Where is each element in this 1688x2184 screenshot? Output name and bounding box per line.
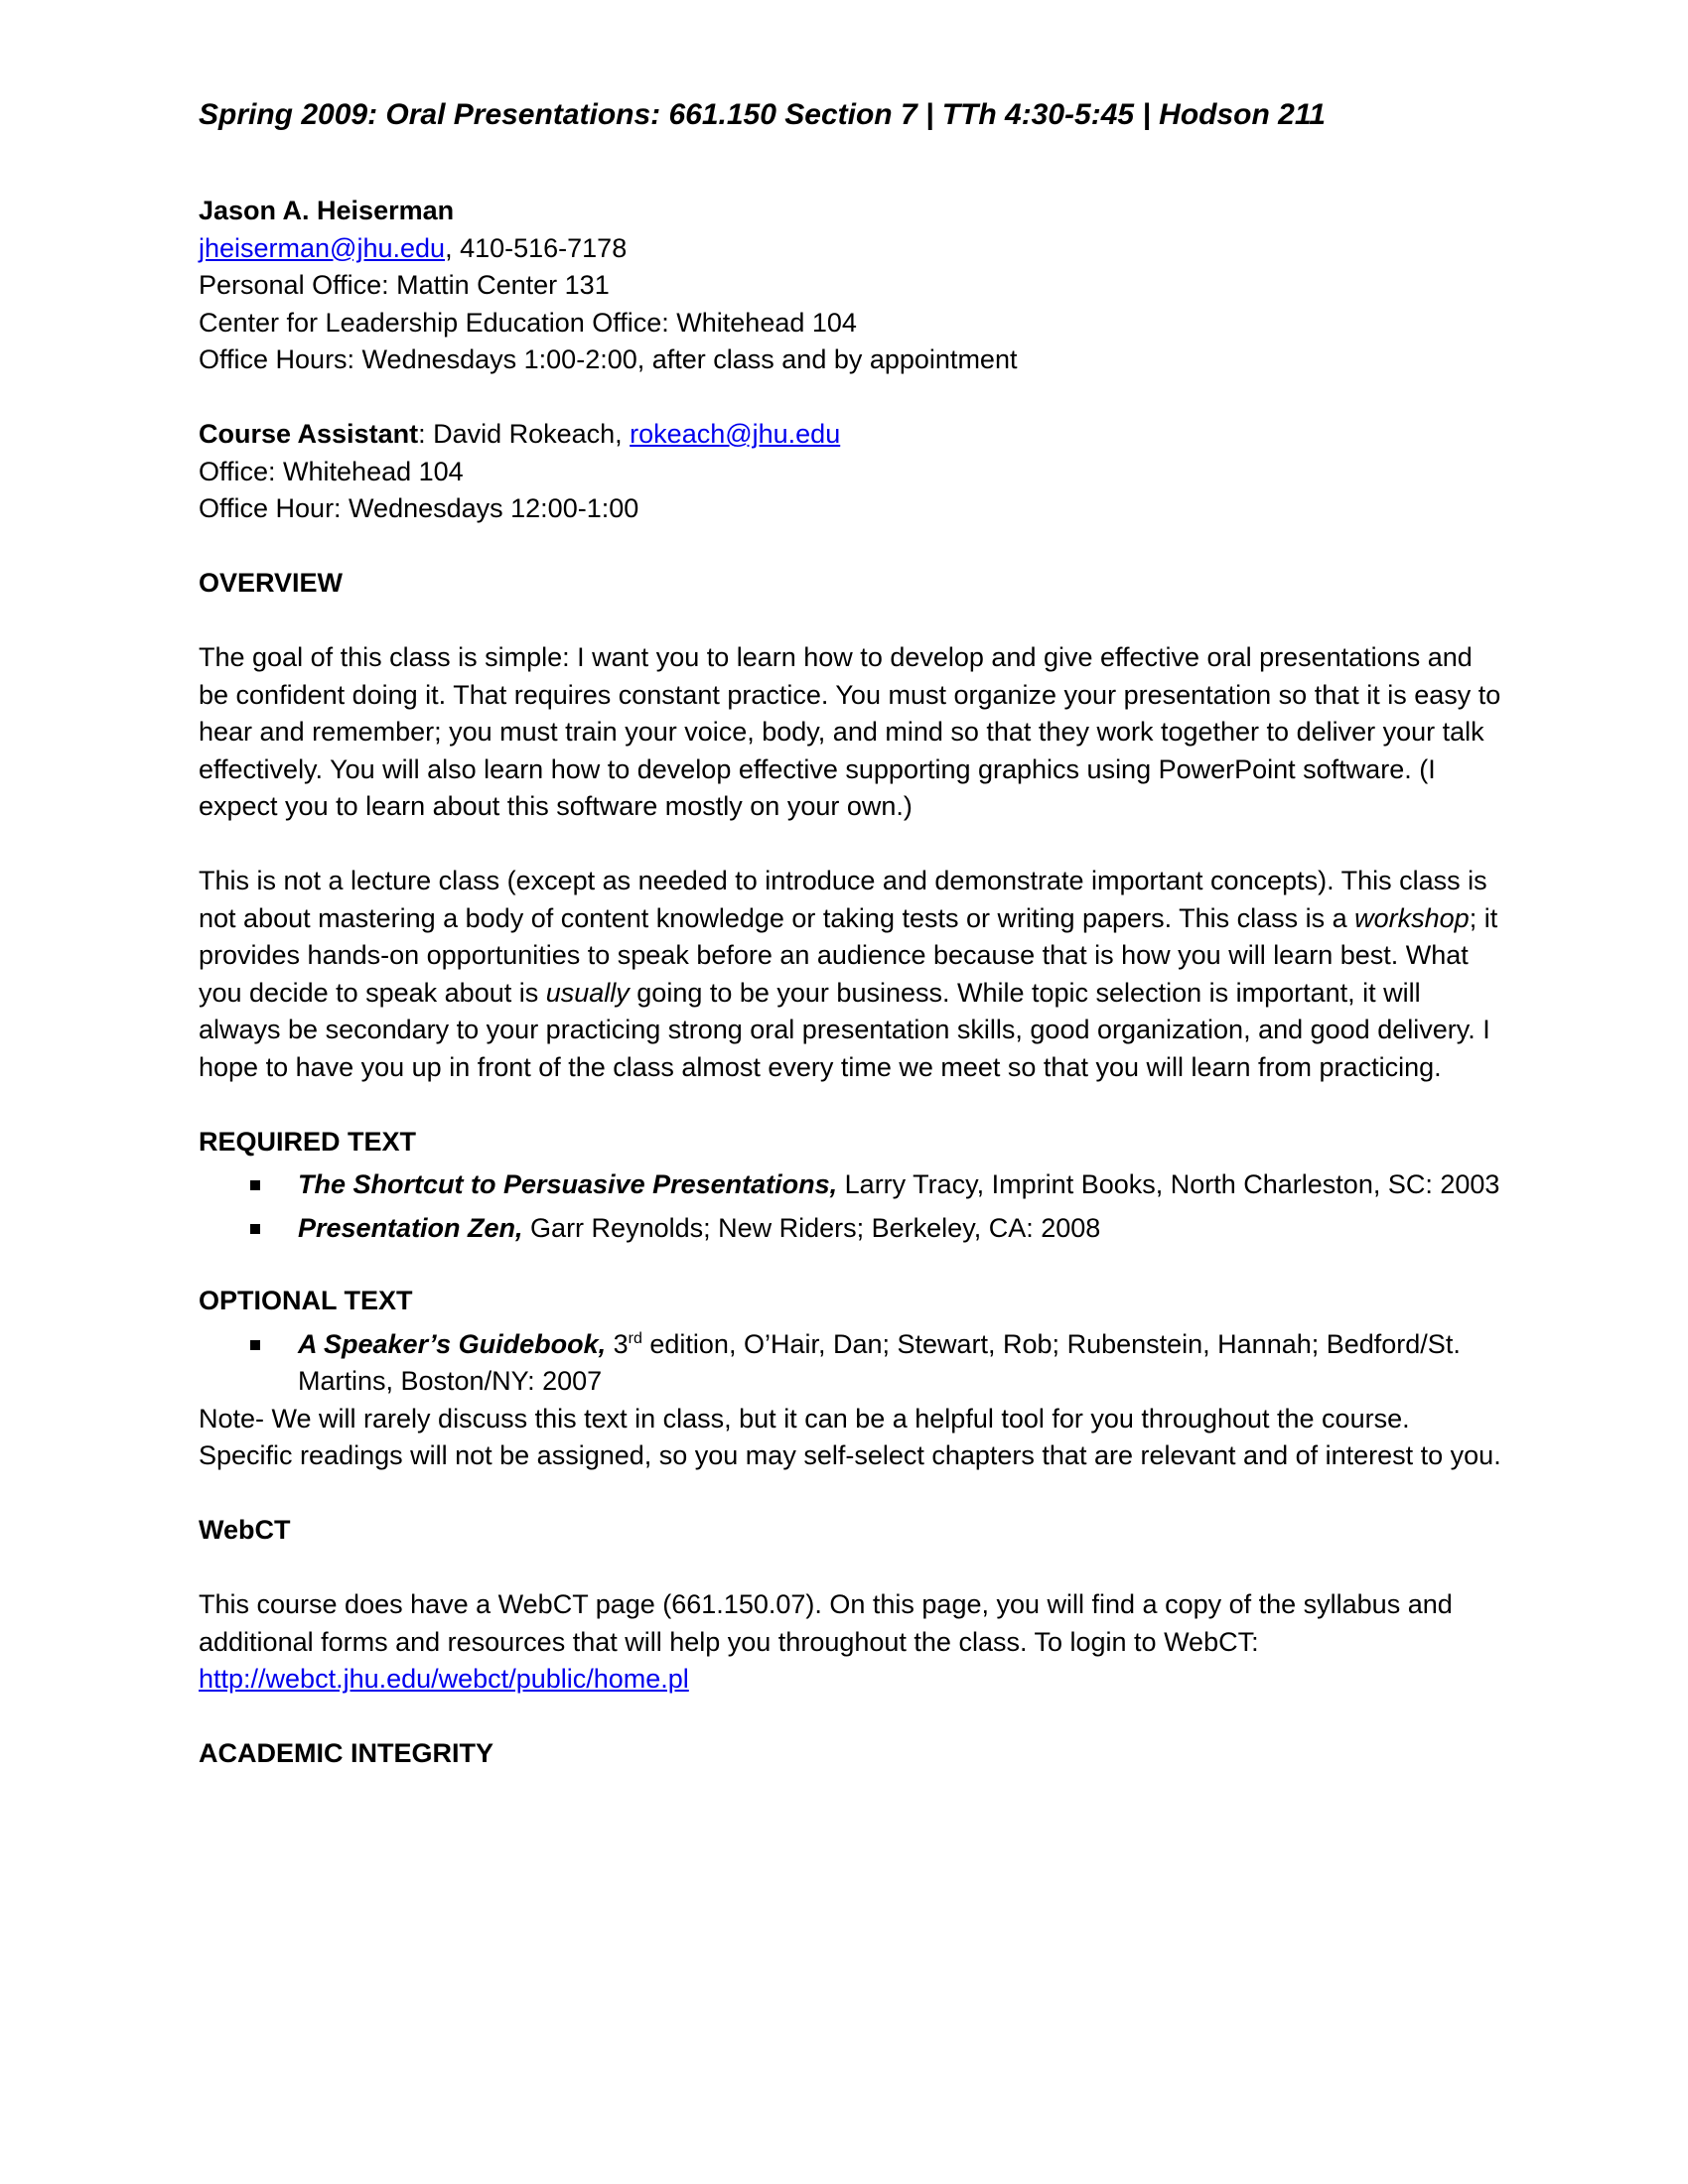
- overview-paragraph-1: The goal of this class is simple: I want you to learn how to develop and give effective oral presentations and be confident doing it. That requires constant practice. You must organize your presentation so that it is easy to hear and remember; you must train your voice, body, and mind so that they work together to deliver your talk effectively. You will also learn how to develop effective supporting graphics using PowerPoint software. (I expect you to learn about this software mostly on your own.): [199, 642, 1501, 821]
- overview-p2-workshop: workshop: [1354, 902, 1470, 933]
- book-details: edition, O’Hair, Dan; Stewart, Rob; Rubenstein, Hannah; Bedford/St. Martins, Boston/NY: 2007: [298, 1328, 1461, 1396]
- assistant-email-link[interactable]: rokeach@jhu.edu: [630, 419, 841, 449]
- list-item: [199, 1326, 1509, 1401]
- optional-books-list: [199, 1326, 1509, 1401]
- optional-text-note: Note- We will rarely discuss this text in class, but it can be a helpful tool for you throughout the course. Specific readings will not be assigned, so you may self-select chapters that are relevant and of interest to you.: [199, 1403, 1501, 1470]
- assistant-label: Course Assistant: [199, 419, 419, 449]
- book-edition: 3: [606, 1328, 629, 1359]
- bullet-icon: [250, 1224, 260, 1234]
- webct-link[interactable]: http://webct.jhu.edu/webct/public/home.pl: [199, 1664, 689, 1694]
- cle-office: Center for Leadership Education Office: Whitehead 104: [199, 307, 857, 338]
- bullet-icon: [250, 1340, 260, 1350]
- overview-p2-part-a: This is not a lecture class (except as needed to introduce and demonstrate important concepts). This class is not about mastering a body of content knowledge or taking tests or writing papers. This class is a: [199, 866, 1487, 933]
- overview-p2-usually: usually: [545, 977, 630, 1008]
- required-text-heading: REQUIRED TEXT: [199, 1126, 417, 1157]
- book-title: Presentation Zen,: [298, 1212, 523, 1243]
- overview-heading: OVERVIEW: [199, 568, 344, 598]
- webct-text: This course does have a WebCT page (661.150.07). On this page, you will find a copy of the syllabus and additional forms and resources that will help you throughout the class. To login to WebCT:: [199, 1589, 1453, 1657]
- list-item: [199, 1166, 1509, 1204]
- instructor-phone: , 410-516-7178: [445, 232, 628, 263]
- book-details: Garr Reynolds; New Riders; Berkeley, CA: 2008: [522, 1212, 1101, 1243]
- optional-text-heading: OPTIONAL TEXT: [199, 1286, 413, 1315]
- assistant-office: Office: Whitehead 104: [199, 456, 464, 486]
- syllabus-page: [199, 95, 1509, 1773]
- instructor-contact: [199, 230, 1509, 268]
- book-edition-suffix: rd: [628, 1329, 642, 1347]
- overview-p2-part-c: going to be your business. While topic selection is important, it will always be secondary to your practicing strong oral presentation skills, good organization, and good delivery. I hope to have you up in front of the class almost every time we meet so that you will learn from practicing.: [199, 977, 1490, 1082]
- instructor-email-link[interactable]: jheiserman@jhu.edu: [199, 232, 446, 263]
- book-details: Larry Tracy, Imprint Books, North Charleston, SC: 2003: [837, 1169, 1500, 1199]
- personal-office: Personal Office: Mattin Center 131: [199, 270, 610, 300]
- list-item: [199, 1210, 1509, 1248]
- bullet-icon: [250, 1180, 260, 1190]
- office-hours: Office Hours: Wednesdays 1:00-2:00, after class and by appointment: [199, 344, 1018, 374]
- assistant-name: : David Rokeach,: [418, 419, 631, 449]
- required-books-list: [199, 1166, 1509, 1247]
- webct-paragraph: [199, 1586, 1509, 1699]
- instructor-name: Jason A. Heiserman: [199, 196, 455, 225]
- book-title: The Shortcut to Persuasive Presentations,: [298, 1169, 838, 1199]
- overview-paragraph-2: [199, 863, 1509, 1086]
- book-title: A Speaker’s Guidebook,: [298, 1328, 607, 1359]
- course-title: Spring 2009: Oral Presentations: 661.150 Section 7 | TTh 4:30-5:45 | Hodson 211: [199, 98, 1326, 131]
- assistant-line: [199, 416, 1509, 454]
- assistant-office-hour: Office Hour: Wednesdays 12:00-1:00: [199, 493, 639, 523]
- webct-heading: WebCT: [199, 1515, 291, 1545]
- overview-p2-part-b: ; it provides hands-on opportunities to speak before an audience because that is how you will learn best. What you decide to speak about is: [199, 902, 1498, 1008]
- academic-integrity-heading: ACADEMIC INTEGRITY: [199, 1738, 493, 1768]
